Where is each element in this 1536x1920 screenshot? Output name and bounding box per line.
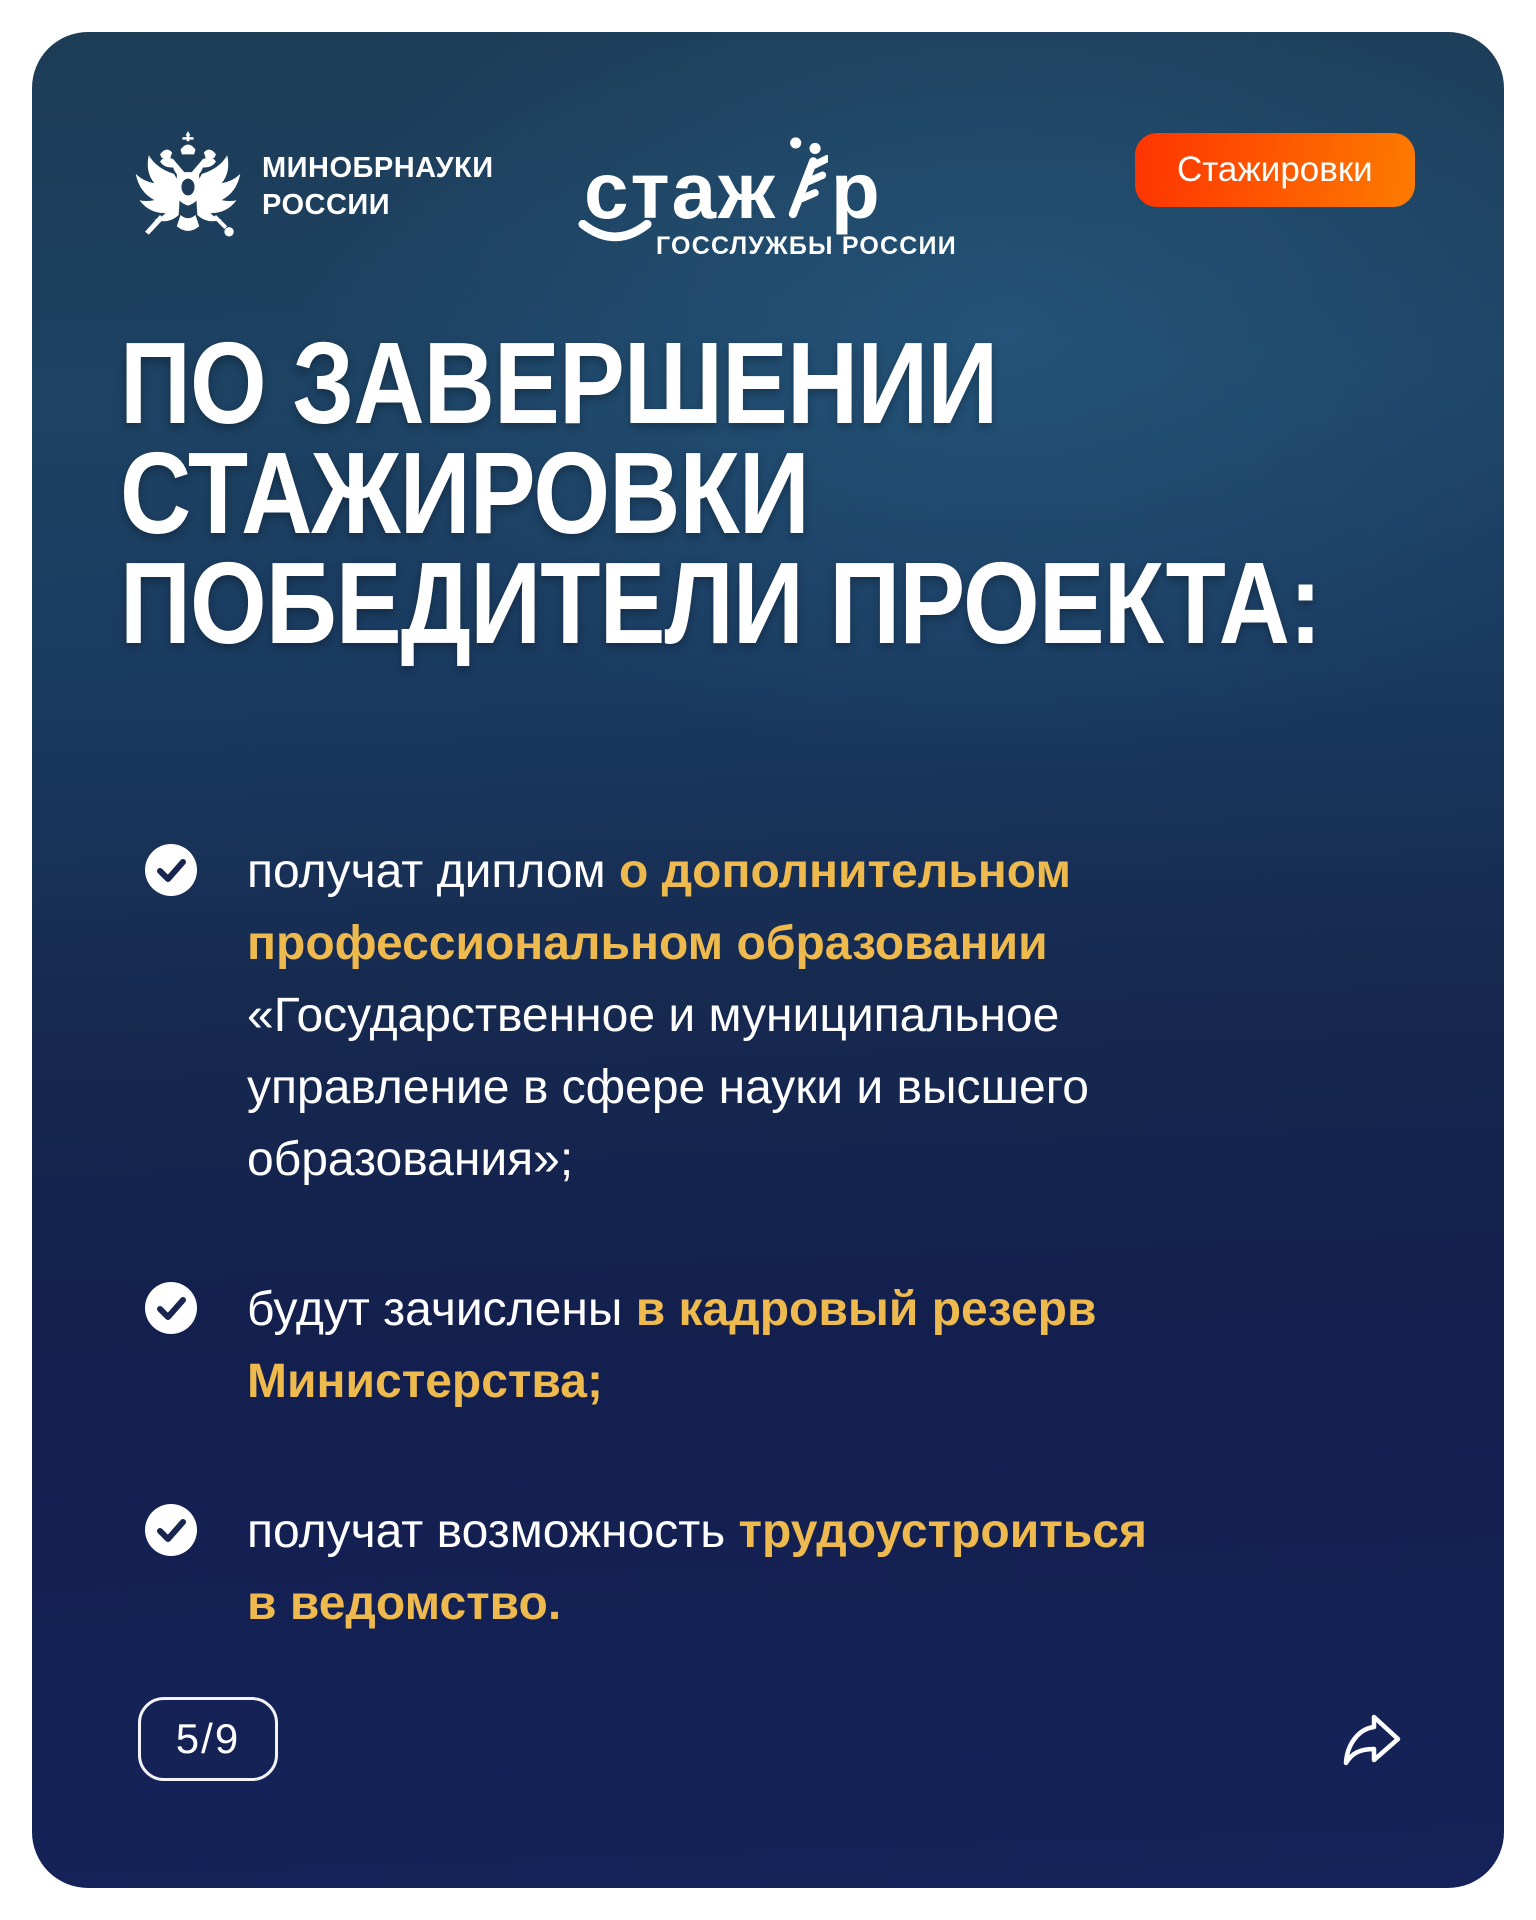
title-line-2: СТАЖИРОВКИ bbox=[120, 428, 809, 558]
stazher-word-left: стаж bbox=[584, 146, 777, 235]
smile-arc-icon bbox=[578, 220, 652, 246]
bullet-text: будут зачислены в кадровый резерв Министерства; bbox=[247, 1283, 1097, 1408]
bullet-text: получат диплом о дополнительном профессиональном образовании «Государственное и муниципальное управление в сфере науки и высшего образования»; bbox=[247, 845, 1089, 1186]
check-circle-icon bbox=[145, 1504, 197, 1556]
internships-badge[interactable]: Стажировки bbox=[1135, 133, 1415, 207]
ministry-line1: МИНОБРНАУКИ bbox=[262, 152, 494, 184]
ministry-line2: РОССИИ bbox=[262, 189, 391, 221]
stazher-word-right: р bbox=[830, 146, 882, 235]
bullet-list bbox=[145, 836, 1285, 1640]
slide-card bbox=[32, 32, 1504, 1888]
page-indicator: 5/9 bbox=[138, 1697, 278, 1781]
list-item bbox=[145, 836, 1285, 1196]
list-item bbox=[145, 1496, 1285, 1640]
yo-figure-icon bbox=[780, 132, 828, 224]
check-circle-icon bbox=[145, 1282, 197, 1334]
bullet-text: получат возможность трудоустроиться в ведомство. bbox=[247, 1505, 1147, 1630]
share-icon[interactable] bbox=[1342, 1713, 1402, 1769]
page-title bbox=[120, 318, 1322, 668]
stazher-wordmark bbox=[584, 132, 957, 234]
ministry-logo bbox=[132, 128, 494, 246]
check-circle-icon bbox=[145, 844, 197, 896]
title-line-3: ПОБЕДИТЕЛИ ПРОЕКТА: bbox=[120, 538, 1322, 668]
ministry-wordmark bbox=[262, 150, 494, 224]
list-item bbox=[145, 1274, 1285, 1418]
title-line-1: ПО ЗАВЕРШЕНИИ bbox=[120, 318, 998, 448]
stazher-subtitle: ГОССЛУЖБЫ РОССИИ bbox=[656, 232, 957, 260]
stazher-logo bbox=[584, 132, 957, 261]
eagle-emblem-icon bbox=[132, 128, 244, 246]
